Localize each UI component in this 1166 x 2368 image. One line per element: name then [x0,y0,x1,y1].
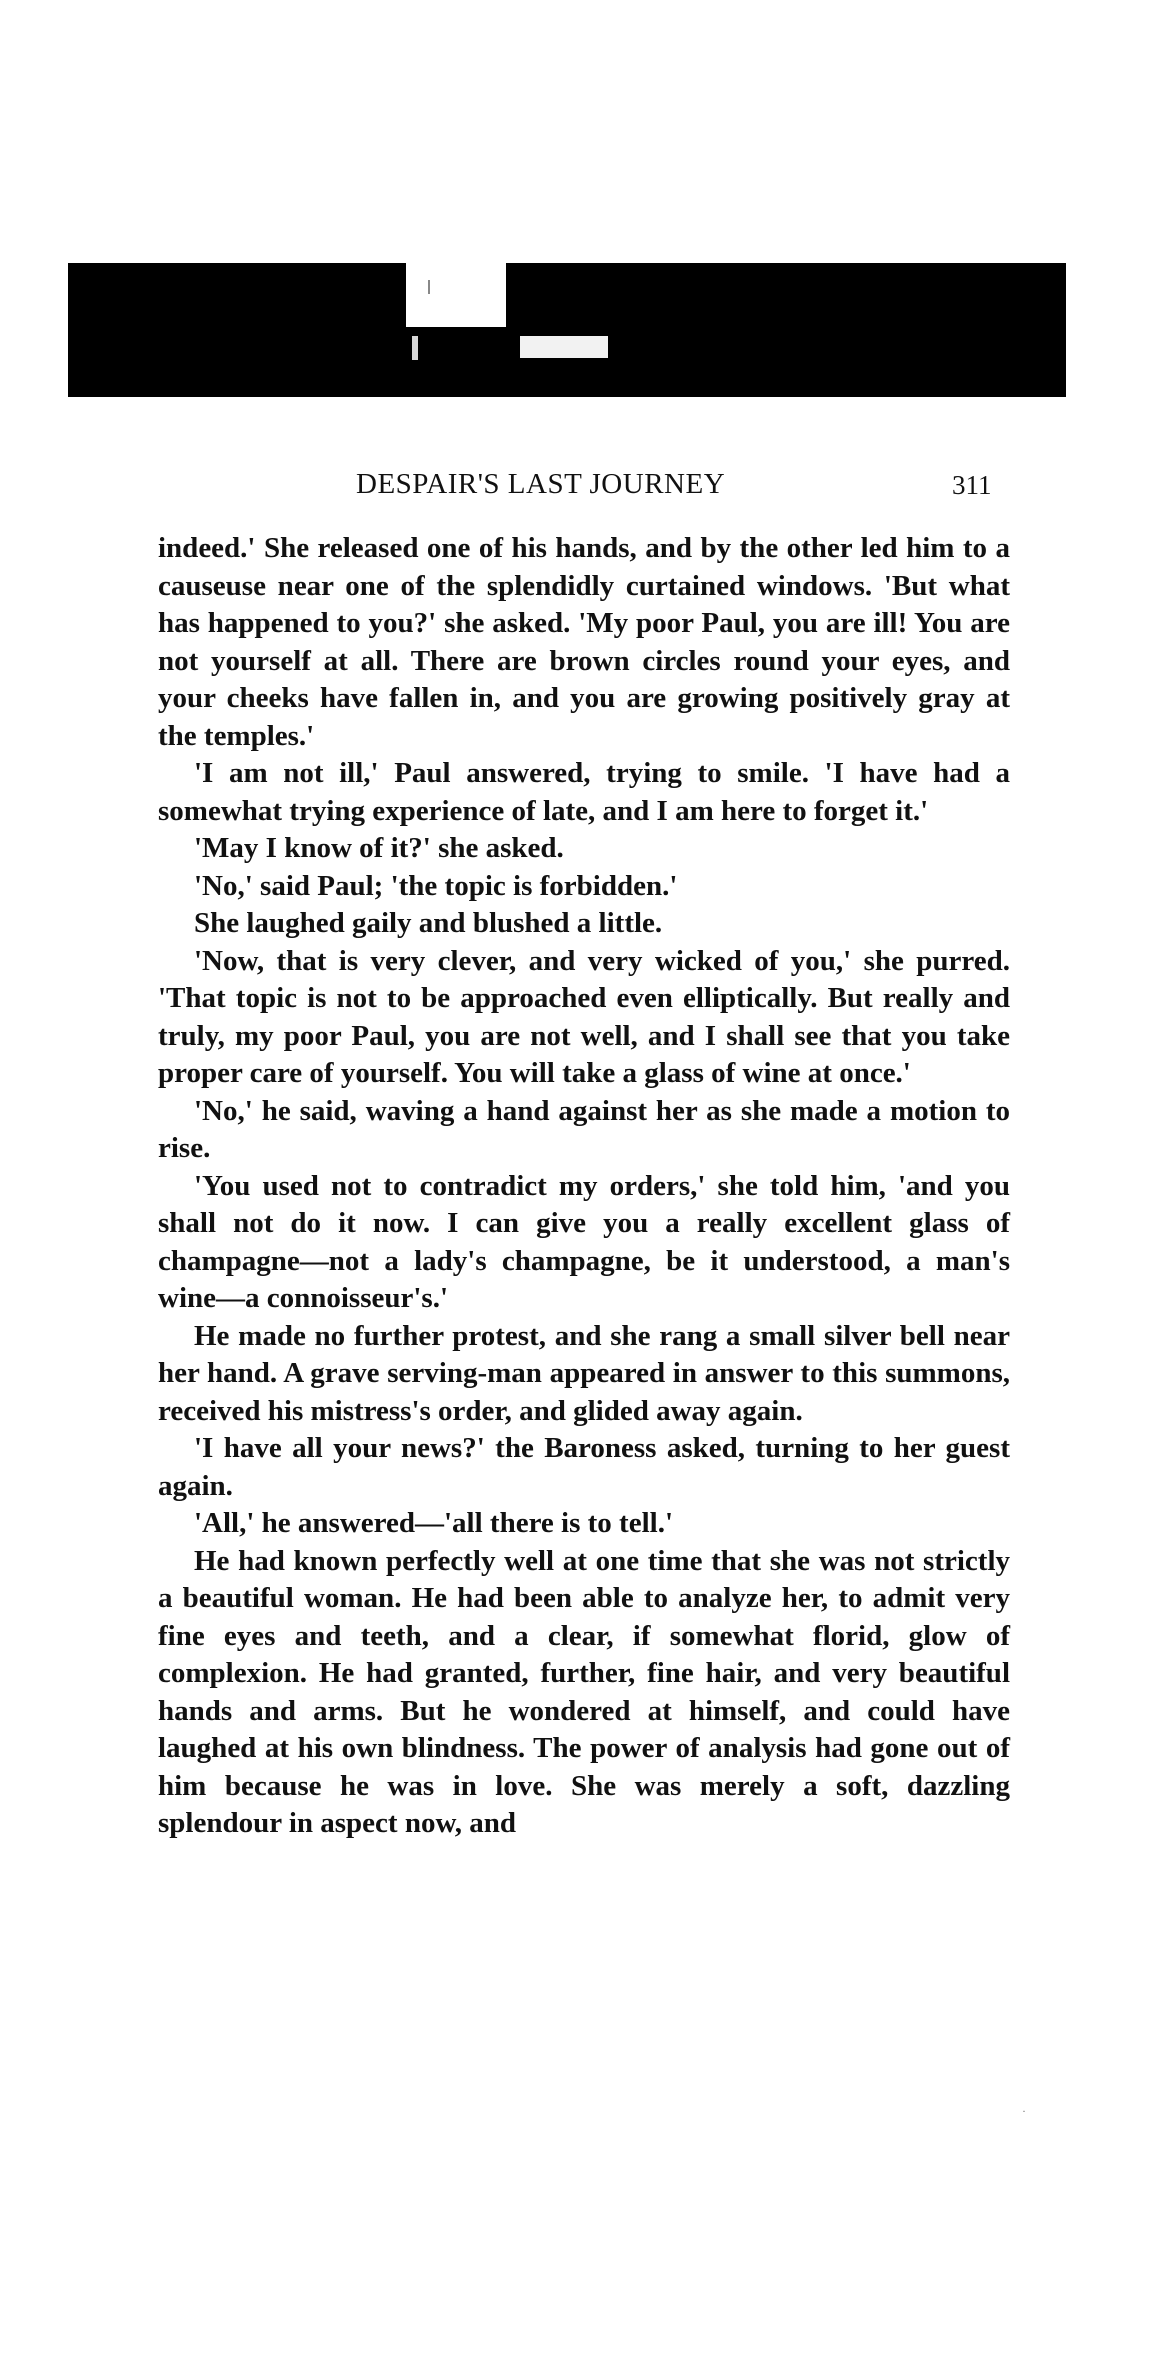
paragraph: 'May I know of it?' she asked. [194,832,564,864]
scan-speck: · [1022,2104,1026,2118]
paragraph: indeed.' She released one of his hands, and by the other led him to a causeuse near one of the splendidly curtained windows. 'But what has happened to you?' she asked. 'My poor Paul, you are ill! You are not yourself at all. There are brown circles round your eyes, and your cheeks have fallen in, and you are growing positively gray at the temples.' [158,532,1010,752]
running-head: DESPAIR'S LAST JOURNEY [356,468,726,500]
paragraph: 'I am not ill,' Paul answered, trying to smile. 'I have had a somewhat trying experience of late, and I am here to forget it.' [158,757,1010,827]
paragraph: 'I have all your news?' the Baroness asked, turning to her guest again. [158,1432,1010,1502]
paragraph: 'All,' he answered—'all there is to tell.' [194,1507,673,1539]
paragraph: He made no further protest, and she rang a small silver bell near her hand. A grave serving-man appeared in answer to this summons, received his mistress's order, and glided away again. [158,1319,1010,1427]
paragraph: She laughed gaily and blushed a little. [194,907,663,939]
scan-band-smear [520,336,608,358]
scan-black-band [68,263,1066,397]
scan-band-mark [412,336,418,360]
scan-band-notch [406,263,506,327]
paragraph: 'Now, that is very clever, and very wicked of you,' she purred. 'That topic is not to be approached even elliptically. But really and truly, my poor Paul, you are not well, and I shall see that you take proper care of yourself. You will take a glass of wine at once.' [158,944,1010,1089]
paragraph: 'No,' he said, waving a hand against her as she made a motion to rise. [158,1094,1010,1164]
body-text [158,530,1010,1843]
scan-band-tick [428,280,430,294]
page-number: 311 [952,470,992,500]
paragraph: He had known perfectly well at one time that she was not strictly a beautiful woman. He had been able to analyze her, to admit very fine eyes and teeth, and a clear, if somewhat florid, glow of complexion. He had granted, further, fine hair, and very beautiful hands and arms. But he wondered at himself, and could have laughed at his own blindness. The power of analysis had gone out of him because he was in love. She was merely a soft, dazzling splendour in aspect now, and [158,1544,1010,1839]
paragraph: 'No,' said Paul; 'the topic is forbidden.' [194,869,678,902]
paragraph: 'You used not to contradict my orders,' she told him, 'and you shall not do it now. I can give you a really excellent glass of champagne—not a lady's champagne, be it understood, a man's wine—a connoisseur's.' [158,1169,1010,1314]
